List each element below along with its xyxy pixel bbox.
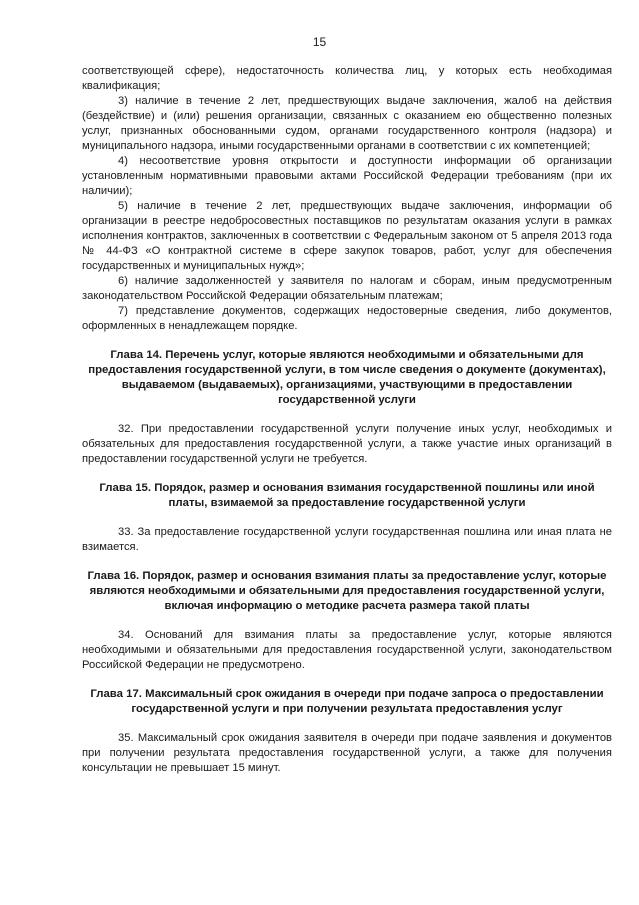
chapter-heading: Глава 14. Перечень услуг, которые являются необходимыми и обязательными для предоставления государственной услуги, в том числе сведения о документе (документах), выдаваемом (выдаваемых), организациями, участвующими в предоставлении государственной услуги [88, 349, 606, 406]
paragraph: 6) наличие задолженностей у заявителя по налогам и сборам, иным предусмотренным законодательством Российской Федерации обязательным платежам; [82, 275, 612, 302]
chapter-heading: Глава 15. Порядок, размер и основания взимания государственной пошлины или иной платы, взимаемой за предоставление государственной услуги [99, 482, 595, 509]
spacer [82, 467, 612, 481]
spacer [82, 555, 612, 569]
document-body [82, 64, 612, 776]
spacer [82, 511, 612, 525]
paragraph: 5) наличие в течение 2 лет, предшествующих выдаче заключения, информации об организации в реестре недобросовестных поставщиков по результатам оказания услуги в рамках исполнения контрактов, заключенных в соответствии с Федеральным законом от 5 апреля 2013 года № 44-ФЗ «О контрактной системе в сфере закупок товаров, работ, услуг для обеспечения государственных и муниципальных нужд»; [82, 200, 612, 272]
paragraph: соответствующей сфере), недостаточность количества лиц, у которых есть необходимая квалификация; [82, 65, 612, 92]
spacer [82, 334, 612, 348]
paragraph: 34. Оснований для взимания платы за предоставление услуг, которые являются необходимыми и обязательными для предоставления государственной услуги, законодательством Российской Федерации не предусмотрено. [82, 629, 612, 671]
page-number: 15 [312, 35, 327, 49]
paragraph: 7) представление документов, содержащих недостоверные сведения, либо документов, оформленных в ненадлежащем порядке. [82, 305, 612, 332]
spacer [82, 408, 612, 422]
paragraph: 33. За предоставление государственной услуги государственная пошлина или иная плата не взимается. [82, 526, 612, 553]
chapter-heading: Глава 16. Порядок, размер и основания взимания платы за предоставление услуг, которые являются необходимыми и обязательными для предоставления государственной услуги, включая информацию о методике расчета размера такой платы [87, 570, 607, 612]
paragraph: 3) наличие в течение 2 лет, предшествующих выдаче заключения, жалоб на действия (бездействие) и (или) решения организации, связанных с оказанием ею общественно полезных услуг, признанных обоснованными судом, органами государственного контроля (надзора) и муниципального надзора, иными государственными органами в соответствии с их компетенцией; [82, 95, 612, 152]
paragraph: 4) несоответствие уровня открытости и доступности информации об организации установленным нормативными правовыми актами Российской Федерации требованиям (при их наличии); [82, 155, 612, 197]
spacer [82, 614, 612, 628]
paragraph: 35. Максимальный срок ожидания заявителя в очереди при подаче заявления и документов при получении результата предоставления государственной услуги, а также для получения консультации не превышает 15 минут. [82, 732, 612, 774]
chapter-heading: Глава 17. Максимальный срок ожидания в очереди при подаче запроса о предоставлении государственной услуги и при получении результата предоставления услуг [90, 688, 604, 715]
paragraph: 32. При предоставлении государственной услуги получение иных услуг, необходимых и обязательных для предоставления государственной услуги, а также участие иных организаций в предоставлении государственной услуги не требуется. [82, 423, 612, 465]
spacer [82, 717, 612, 731]
spacer [82, 673, 612, 687]
